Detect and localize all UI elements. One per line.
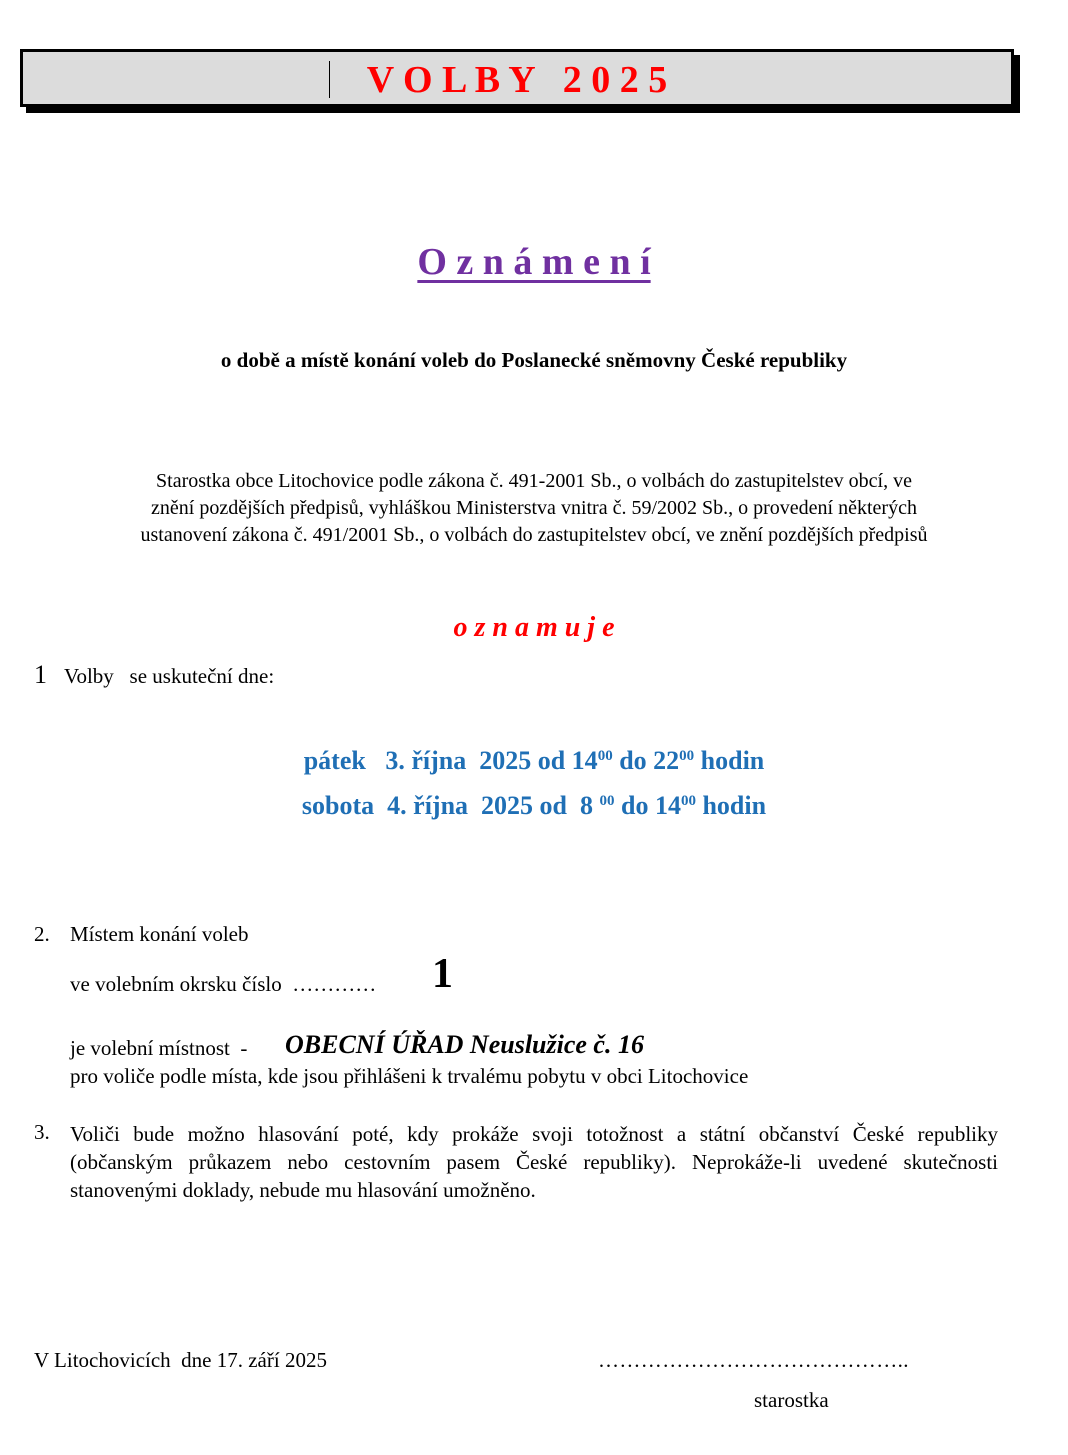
date-text: pátek 3. října 2025 od 14 <box>303 746 598 775</box>
section-3-text: Voliči bude možno hlasování poté, kdy prokáže svoji totožnost a státní občanství České republiky (občanským průkazem nebo cestovním pasem České republiky). Neprokáže-li uvedené skutečnosti stanovenými doklady, nebude mu hlasování umožněno. <box>70 1122 998 1202</box>
signature-role: starostka <box>754 1388 829 1412</box>
section-1-label: Volby se uskuteční dne: <box>64 664 275 688</box>
time-minutes: 00 <box>599 793 615 809</box>
date-text: sobota 4. října 2025 od 8 <box>301 791 600 820</box>
notice-subtitle: o době a místě konání voleb do Poslanecké sněmovny České republiky <box>220 348 848 372</box>
notice-title: O z n á m e n í <box>417 241 651 283</box>
date-text: hodin <box>695 791 767 820</box>
district-number: 1 <box>432 951 453 997</box>
title-banner <box>20 49 1014 107</box>
announce-heading: o z n a m u j e <box>453 612 615 643</box>
district-label: ve volebním okrsku číslo ………… <box>70 972 377 996</box>
section-2-number: 2. <box>34 922 50 946</box>
date-text: do 14 <box>614 791 681 820</box>
polling-room-label: je volební místnost - <box>70 1036 248 1060</box>
intro-line: ustanovení zákona č. 491/2001 Sb., o volbách do zastupitelstev obcí, ve znění pozdějších předpisů <box>140 524 928 546</box>
signature-line: …………………………………….. <box>598 1348 909 1372</box>
election-date-saturday <box>0 791 1068 821</box>
banner-title: V O L B Y 2 0 2 5 <box>366 59 668 101</box>
date-text: hodin <box>694 746 765 775</box>
date-text: do 22 <box>612 746 680 775</box>
notice-heading <box>0 240 1068 284</box>
intro-line: Starostka obce Litochovice podle zákona č. 491-2001 Sb., o volbách do zastupitelstev obcí, ve <box>156 470 912 492</box>
intro-line: znění pozdějších předpisů, vyhláškou Ministerstva vnitra č. 59/2002 Sb., o provedení některých <box>151 497 917 519</box>
intro-paragraph <box>30 468 1038 549</box>
time-minutes: 00 <box>679 748 695 764</box>
place-and-date: V Litochovicích dne 17. září 2025 <box>34 1348 327 1372</box>
time-minutes: 00 <box>680 793 696 809</box>
polling-room-value: OBECNÍ ÚŘAD Neuslužice č. 16 <box>285 1030 644 1059</box>
election-date-friday <box>0 746 1068 776</box>
section-2-label: Místem konání voleb <box>70 922 249 946</box>
section-1-number: 1 <box>34 660 47 689</box>
voters-description: pro voliče podle místa, kde jsou přihlášeni k trvalému pobytu v obci Litochovice <box>70 1064 749 1088</box>
section-3-number: 3. <box>34 1120 50 1144</box>
time-minutes: 00 <box>597 748 613 764</box>
